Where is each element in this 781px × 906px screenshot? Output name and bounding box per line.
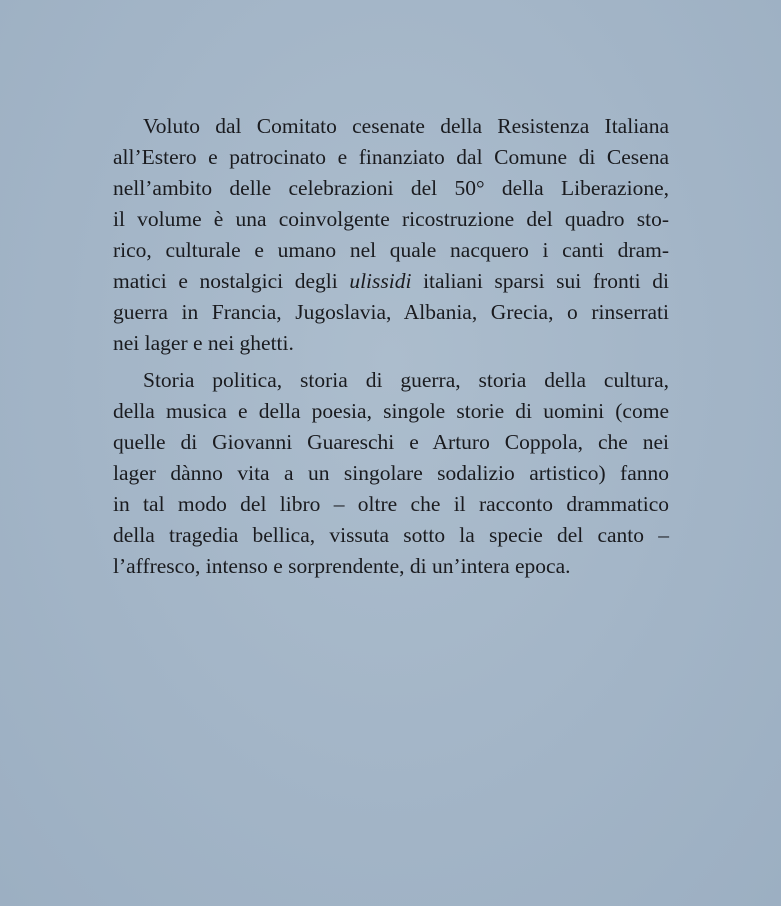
cover-blurb [113,111,669,582]
blurb-line: della tragedia bellica, vissuta sotto la specie del canto – [113,523,669,547]
blurb-text: italiani sparsi sui fronti di [411,269,669,293]
blurb-line: in tal modo del libro – oltre che il racconto drammatico [113,492,669,516]
italic-term: ulissidi [349,269,412,293]
blurb-line: quelle di Giovanni Guareschi e Arturo Coppola, che nei [113,430,669,454]
blurb-line: guerra in Francia, Jugoslavia, Albania, Grecia, o rinserrati [113,300,669,324]
blurb-line: rico, culturale e umano nel quale nacquero i canti dram- [113,238,669,262]
blurb-text: matici e nostalgici degli [113,269,350,293]
blurb-line: Voluto dal Comitato cesenate della Resistenza Italiana [143,114,669,138]
blurb-line: nell’ambito delle celebrazioni del 50° della Liberazione, [113,176,669,200]
blurb-line: lager dànno vita a un singolare sodalizio artistico) fanno [113,461,669,485]
blurb-line: nei lager e nei ghetti. [113,331,294,355]
blurb-line: il volume è una coinvolgente ricostruzione del quadro sto- [113,207,669,231]
blurb-line [113,266,669,297]
blurb-line: Storia politica, storia di guerra, storia della cultura, [143,368,669,392]
blurb-line: l’affresco, intenso e sorprendente, di un’intera epoca. [113,554,571,578]
blurb-line: della musica e della poesia, singole storie di uomini (come [113,399,669,423]
blurb-line: all’Estero e patrocinato e finanziato dal Comune di Cesena [113,145,669,169]
